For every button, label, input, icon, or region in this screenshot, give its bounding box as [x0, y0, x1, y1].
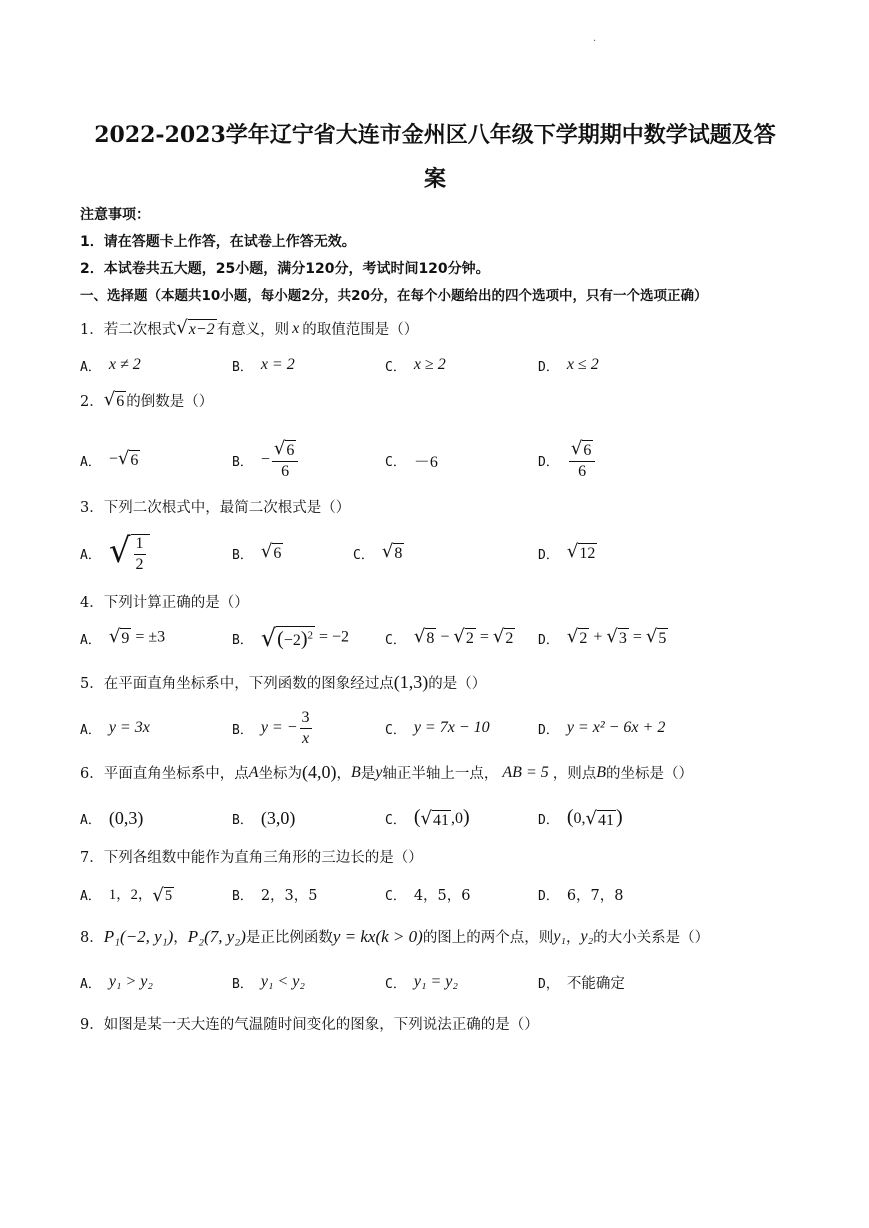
option-label: B．: [232, 722, 253, 738]
option-a[interactable]: [80, 618, 165, 658]
option-b[interactable]: [232, 528, 283, 578]
radical: √ 6: [103, 388, 125, 410]
question-1-options: [0, 345, 869, 385]
option-text: x ≤ 2: [566, 356, 599, 373]
question-7-stem: 7．下列各组数中能作为直角三角形的三边长的是（）: [80, 850, 423, 866]
option-c[interactable]: [385, 798, 470, 838]
question-6-options: [0, 798, 869, 838]
option-d[interactable]: [538, 618, 668, 658]
var-y2: y₂: [580, 927, 594, 945]
option-text: √ 6 6: [567, 440, 597, 481]
q6-text: 的坐标是（）: [606, 766, 694, 782]
question-8-stem: [80, 926, 709, 947]
option-a[interactable]: [80, 437, 140, 483]
radical: √ x−2: [176, 316, 215, 338]
option-text: (0,3): [108, 807, 144, 828]
option-label: B．: [232, 632, 253, 648]
option-b[interactable]: [232, 345, 295, 385]
option-a[interactable]: [80, 705, 150, 751]
note-2: 2．本试卷共五大题，25小题，满分120分，考试时间120分钟。: [80, 261, 490, 277]
option-text: (0, √ 41 ): [566, 806, 623, 829]
option-label: B．: [232, 812, 253, 828]
option-label: D．: [538, 632, 559, 648]
option-c[interactable]: [385, 962, 458, 1002]
q6-text: 是: [360, 766, 376, 782]
var-y1: y₁: [553, 927, 566, 945]
note-1: 1．请在答题卡上作答，在试卷上作答无效。: [80, 234, 356, 250]
page-title-line-2: 案: [423, 166, 446, 192]
option-label: C．: [353, 547, 374, 563]
corner-mark: ·: [593, 36, 597, 47]
var-x: x: [292, 319, 300, 337]
option-label: C．: [385, 359, 406, 375]
option-label: B．: [232, 888, 253, 904]
notes-heading: 注意事项：: [80, 207, 150, 223]
option-label: A．: [80, 812, 101, 828]
option-label: D．: [538, 454, 559, 470]
option-a[interactable]: [80, 345, 141, 385]
option-text: y = 3x: [108, 719, 150, 736]
option-text: √ 9 = ±3: [108, 626, 166, 648]
option-c[interactable]: [385, 345, 446, 385]
option-label: A．: [80, 976, 101, 992]
option-text: ( √ 41 ,0): [413, 806, 470, 829]
section-1-heading: 一、选择题（本题共10小题，每小题2分，共20分，在每个小题给出的四个选项中，只有一个选项正确）: [80, 288, 708, 304]
ab-equation: AB = 5: [502, 763, 549, 781]
option-label: C．: [385, 454, 406, 470]
option-label: B．: [232, 547, 253, 563]
question-1-text: 1．若二次根式: [80, 322, 177, 338]
option-b[interactable]: [232, 437, 300, 483]
option-label: B．: [232, 454, 253, 470]
option-b[interactable]: [232, 874, 318, 914]
option-c[interactable]: [385, 437, 438, 483]
question-3-stem: 3．下列二次根式中，最简二次根式是（）: [80, 500, 351, 516]
option-label: C．: [385, 888, 406, 904]
option-a[interactable]: [80, 798, 143, 838]
q8-text: 是正比例函数: [245, 930, 333, 946]
option-text: y₁ < y₂: [260, 973, 305, 990]
option-a[interactable]: [80, 528, 150, 578]
option-text: y = − $\frac{3}{x}$: [260, 708, 310, 747]
option-text: 1，2， √ 5: [108, 884, 173, 906]
question-4-options: [0, 618, 869, 658]
y-axis-label: y: [375, 763, 383, 781]
option-text: y = 7x − 10: [413, 719, 490, 736]
option-label: A．: [80, 888, 101, 904]
question-5-text: 5．在平面直角坐标系中，下列函数的图象经过点: [80, 676, 394, 692]
point-1-3: (1,3): [393, 672, 429, 692]
question-3-options: [0, 528, 869, 578]
option-label: A．: [80, 632, 101, 648]
option-text: √ $(-2)^2$ = −2: [260, 624, 350, 652]
option-label: C．: [385, 812, 406, 828]
question-5-stem: [80, 672, 486, 693]
option-label: D．: [538, 812, 559, 828]
option-d[interactable]: [538, 962, 625, 1002]
option-d[interactable]: [538, 528, 597, 578]
point-p1: P₁(−2, y₁): [103, 926, 174, 946]
option-label: B．: [232, 359, 253, 375]
option-text: y = x² − 6x + 2: [566, 719, 666, 736]
option-label: C．: [385, 632, 406, 648]
option-b[interactable]: [232, 705, 314, 751]
point-b-label: B: [596, 763, 607, 781]
option-text: (3,0): [260, 807, 296, 828]
q6-text: 6．平面直角坐标系中，点: [80, 766, 249, 782]
question-7-options: [0, 874, 869, 914]
option-b[interactable]: [232, 798, 295, 838]
option-label: B．: [232, 976, 253, 992]
question-2-number: 2．: [80, 394, 104, 410]
q6-text: 坐标为: [258, 766, 303, 782]
option-label: D．: [538, 722, 559, 738]
option-c[interactable]: [385, 705, 490, 751]
point-p2: P₂(7, y₂): [187, 926, 246, 946]
option-text: √ 8 − √ 2 = √ 2: [413, 626, 514, 648]
function-expression: y = kx(k > 0): [332, 926, 423, 946]
option-text: − √ 6: [108, 448, 139, 470]
question-4-stem: 4．下列计算正确的是（）: [80, 595, 249, 611]
option-label: C．: [385, 976, 406, 992]
coord-a: (4,0): [302, 762, 337, 782]
question-2-text: 的倒数是（）: [126, 394, 214, 410]
q8-text: 的大小关系是（）: [593, 930, 710, 946]
option-text: 4，5，6: [413, 887, 471, 904]
option-label: D．: [538, 547, 559, 563]
question-5-options: [0, 705, 869, 751]
option-text: y₁ > y₂: [108, 973, 153, 990]
option-c[interactable]: [385, 874, 471, 914]
q8-number: 8．: [80, 930, 104, 946]
option-text: x = 2: [260, 356, 295, 373]
q6-text: ，则点: [552, 766, 597, 782]
point-a-label: A: [248, 763, 259, 781]
option-text: − √ 6 6: [261, 440, 301, 481]
option-a[interactable]: [80, 874, 174, 914]
option-text: √ 12: [566, 541, 596, 563]
q6-text: 轴正半轴上一点，: [382, 766, 499, 782]
q8-text: ，: [565, 930, 581, 946]
option-d[interactable]: [538, 798, 623, 838]
option-label: A．: [80, 547, 101, 563]
option-text: √ 8: [381, 541, 403, 563]
option-label: D，: [538, 976, 559, 992]
option-text: x ≠ 2: [108, 356, 141, 373]
option-label: D．: [538, 888, 559, 904]
q8-text: 的图上的两个点，则: [422, 930, 554, 946]
q8-text: ，: [173, 930, 188, 946]
option-d[interactable]: [538, 345, 599, 385]
option-label: A．: [80, 359, 101, 375]
option-text: 不能确定: [566, 975, 625, 992]
option-text: －6: [413, 453, 438, 471]
question-9-stem: 9．如图是某一天大连的气温随时间变化的图象，下列说法正确的是（）: [80, 1017, 539, 1033]
option-text: √ $\frac{1}{2}$: [109, 534, 150, 573]
question-6-stem: [80, 762, 693, 783]
question-1-text-3: 的取值范围是（）: [302, 322, 419, 338]
option-text: 2，3，5: [260, 887, 318, 904]
option-text: x ≥ 2: [413, 356, 446, 373]
option-label: A．: [80, 454, 101, 470]
option-c[interactable]: [385, 618, 515, 658]
option-text: 6，7，8: [566, 887, 624, 904]
q6-text: ，: [336, 766, 352, 782]
option-d[interactable]: [538, 874, 624, 914]
option-text: √ 2 + √ 3 = √ 5: [566, 626, 667, 648]
option-a[interactable]: [80, 962, 153, 1002]
option-label: D．: [538, 359, 559, 375]
option-label: A．: [80, 722, 101, 738]
question-2-options: [0, 437, 869, 483]
question-2-stem: [80, 390, 213, 411]
question-1-stem: [80, 318, 418, 339]
question-8-options: [0, 962, 869, 1002]
point-b-label: B: [351, 763, 361, 781]
option-text: √ 6: [260, 541, 282, 563]
option-d[interactable]: [538, 437, 597, 483]
question-1-text-2: 有意义，则: [216, 322, 290, 338]
page-title-line-1: 2022-2023学年辽宁省大连市金州区八年级下学期期中数学试题及答: [94, 122, 776, 148]
option-label: C．: [385, 722, 406, 738]
option-b[interactable]: [232, 962, 305, 1002]
option-text: y₁ = y₂: [413, 973, 458, 990]
option-c[interactable]: [353, 528, 404, 578]
question-5-text-2: 的是（）: [428, 676, 487, 692]
option-b[interactable]: [232, 618, 349, 658]
option-d[interactable]: [538, 705, 665, 751]
